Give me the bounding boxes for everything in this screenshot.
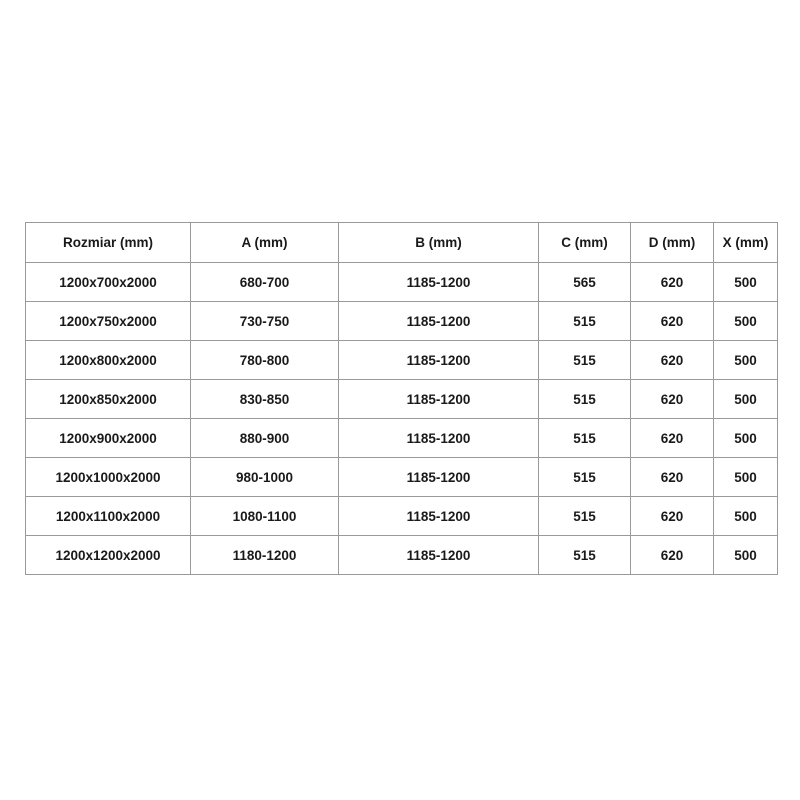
column-header-b: B (mm) xyxy=(339,223,539,263)
cell-x: 500 xyxy=(714,497,778,536)
table-row xyxy=(26,419,778,458)
cell-x: 500 xyxy=(714,302,778,341)
cell-c: 515 xyxy=(539,497,631,536)
cell-size: 1200x900x2000 xyxy=(26,419,191,458)
cell-b: 1185-1200 xyxy=(339,536,539,575)
table-body xyxy=(26,263,778,575)
cell-a: 830-850 xyxy=(191,380,339,419)
cell-d: 620 xyxy=(631,341,714,380)
cell-c: 515 xyxy=(539,341,631,380)
cell-x: 500 xyxy=(714,380,778,419)
cell-b: 1185-1200 xyxy=(339,302,539,341)
cell-d: 620 xyxy=(631,419,714,458)
cell-a: 780-800 xyxy=(191,341,339,380)
cell-b: 1185-1200 xyxy=(339,497,539,536)
cell-d: 620 xyxy=(631,302,714,341)
cell-x: 500 xyxy=(714,419,778,458)
cell-b: 1185-1200 xyxy=(339,419,539,458)
cell-size: 1200x750x2000 xyxy=(26,302,191,341)
cell-size: 1200x850x2000 xyxy=(26,380,191,419)
cell-size: 1200x1000x2000 xyxy=(26,458,191,497)
table-header xyxy=(26,223,778,263)
cell-c: 515 xyxy=(539,419,631,458)
cell-c: 515 xyxy=(539,302,631,341)
cell-x: 500 xyxy=(714,458,778,497)
cell-a: 730-750 xyxy=(191,302,339,341)
cell-size: 1200x1200x2000 xyxy=(26,536,191,575)
table-row xyxy=(26,341,778,380)
cell-d: 620 xyxy=(631,497,714,536)
cell-d: 620 xyxy=(631,536,714,575)
cell-size: 1200x800x2000 xyxy=(26,341,191,380)
cell-d: 620 xyxy=(631,380,714,419)
column-header-c: C (mm) xyxy=(539,223,631,263)
table-row xyxy=(26,536,778,575)
column-header-x: X (mm) xyxy=(714,223,778,263)
cell-b: 1185-1200 xyxy=(339,341,539,380)
table-row xyxy=(26,263,778,302)
cell-c: 565 xyxy=(539,263,631,302)
cell-d: 620 xyxy=(631,263,714,302)
cell-b: 1185-1200 xyxy=(339,458,539,497)
table-row xyxy=(26,302,778,341)
cell-size: 1200x700x2000 xyxy=(26,263,191,302)
table-row xyxy=(26,497,778,536)
size-specification-table xyxy=(25,222,778,575)
cell-c: 515 xyxy=(539,458,631,497)
cell-a: 880-900 xyxy=(191,419,339,458)
cell-a: 980-1000 xyxy=(191,458,339,497)
cell-x: 500 xyxy=(714,341,778,380)
cell-a: 1080-1100 xyxy=(191,497,339,536)
cell-a: 1180-1200 xyxy=(191,536,339,575)
cell-x: 500 xyxy=(714,263,778,302)
cell-b: 1185-1200 xyxy=(339,263,539,302)
size-specification-table-container xyxy=(25,222,777,575)
column-header-rozmiar: Rozmiar (mm) xyxy=(26,223,191,263)
table-header-row xyxy=(26,223,778,263)
cell-c: 515 xyxy=(539,380,631,419)
cell-x: 500 xyxy=(714,536,778,575)
cell-a: 680-700 xyxy=(191,263,339,302)
cell-c: 515 xyxy=(539,536,631,575)
cell-size: 1200x1100x2000 xyxy=(26,497,191,536)
cell-b: 1185-1200 xyxy=(339,380,539,419)
cell-d: 620 xyxy=(631,458,714,497)
table-row xyxy=(26,458,778,497)
table-row xyxy=(26,380,778,419)
column-header-a: A (mm) xyxy=(191,223,339,263)
column-header-d: D (mm) xyxy=(631,223,714,263)
